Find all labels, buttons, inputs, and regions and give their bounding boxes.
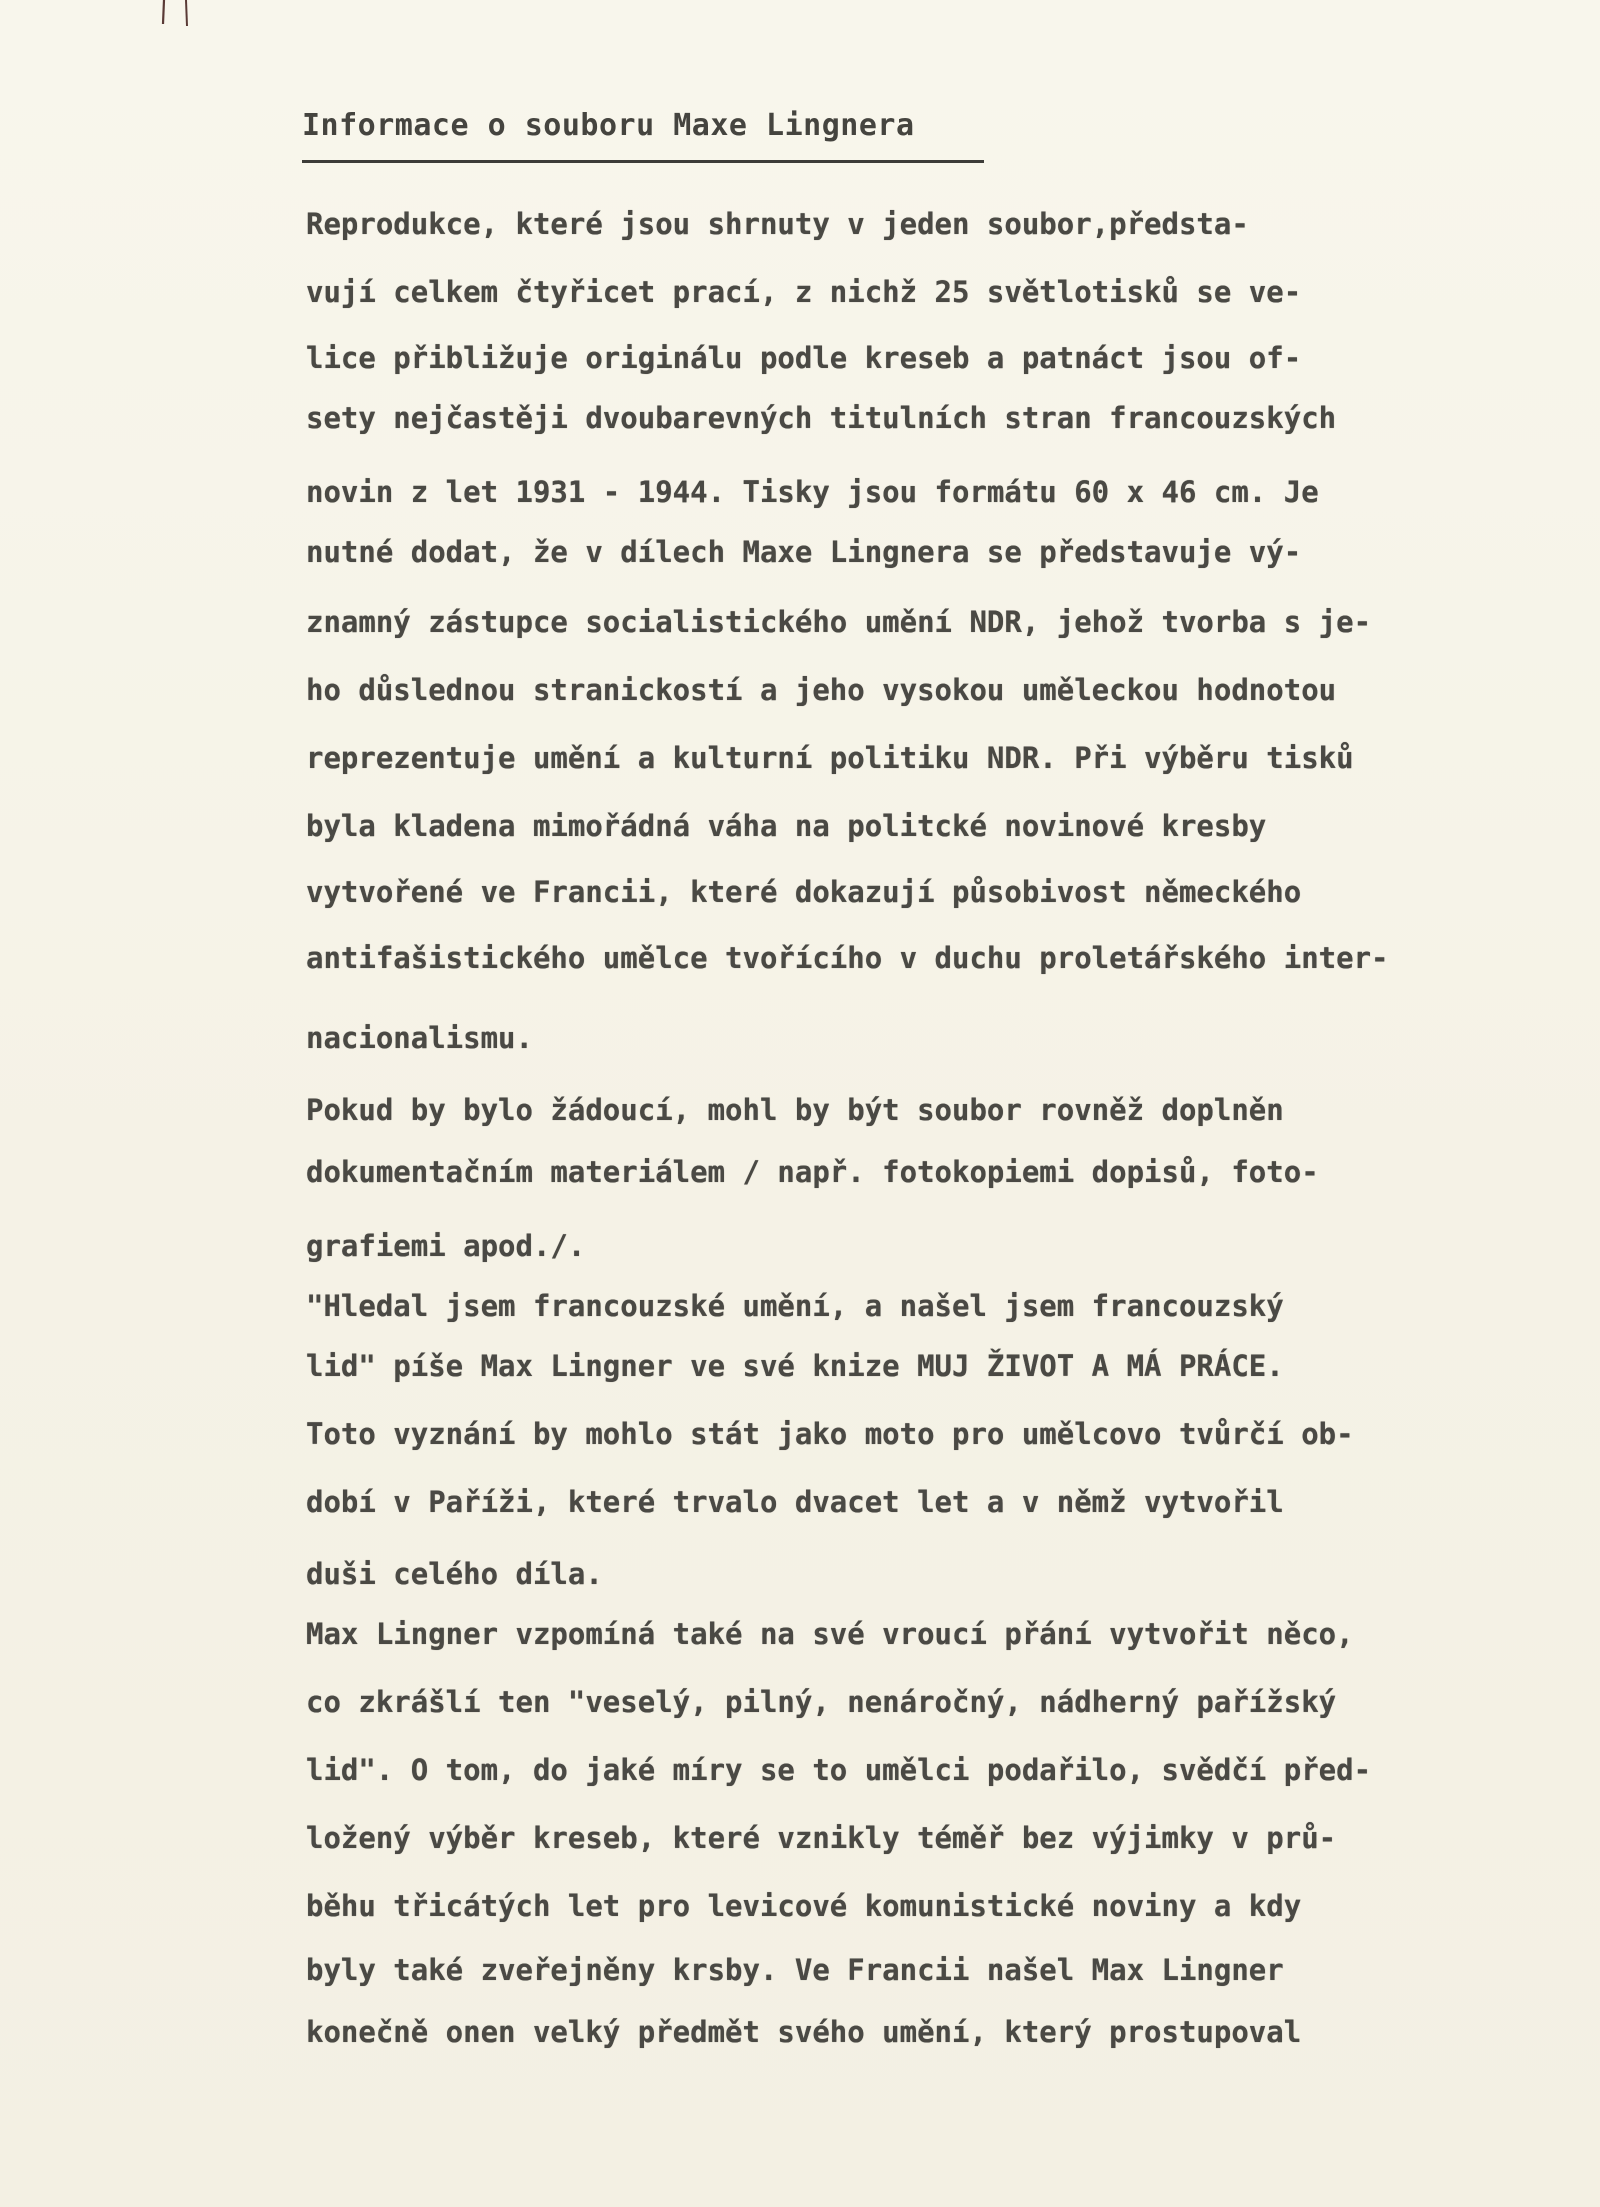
text-line: Pokud by bylo žádoucí, mohl by být soubor rovněž doplněn xyxy=(306,1093,1284,1127)
text-line: nacionalismu. xyxy=(306,1021,533,1055)
text-line: znamný zástupce socialistického umění NDR, jehož tvorba s je- xyxy=(306,605,1372,639)
text-line: ložený výběr kreseb, které vznikly téměř bez výjimky v prů- xyxy=(306,1821,1337,1855)
text-line: "Hledal jsem francouzské umění, a našel jsem francouzský xyxy=(306,1289,1284,1323)
text-line: reprezentuje umění a kulturní politiku NDR. Při výběru tisků xyxy=(306,741,1354,775)
document-title: Informace o souboru Maxe Lingnera xyxy=(302,108,915,143)
text-line: sety nejčastěji dvoubarevných titulních stran francouzských xyxy=(306,401,1337,435)
text-line: lice přibližuje originálu podle kreseb a patnáct jsou of- xyxy=(306,341,1302,375)
text-line: konečně onen velký předmět svého umění, který prostupoval xyxy=(306,2015,1302,2049)
text-line: co zkrášlí ten "veselý, pilný, nenáročný, nádherný pařížský xyxy=(306,1685,1337,1719)
text-line: novin z let 1931 - 1944. Tisky jsou formátu 60 x 46 cm. Je xyxy=(306,475,1319,509)
title-underline xyxy=(302,160,984,163)
text-line: antifašistického umělce tvořícího v duchu proletářského inter- xyxy=(306,941,1389,975)
text-line: dobí v Paříži, které trvalo dvacet let a v němž vytvořil xyxy=(306,1485,1284,1519)
text-line: dokumentačním materiálem / např. fotokopiemi dopisů, foto- xyxy=(306,1155,1319,1189)
text-line: byly také zveřejněny krsby. Ve Francii našel Max Lingner xyxy=(306,1953,1284,1987)
text-line: lid" píše Max Lingner ve své knize MUJ ŽIVOT A MÁ PRÁCE. xyxy=(306,1349,1284,1383)
text-line: vují celkem čtyřicet prací, z nichž 25 světlotisků se ve- xyxy=(306,275,1302,309)
text-line: vytvořené ve Francii, které dokazují působivost německého xyxy=(306,875,1302,909)
text-line: běhu třicátých let pro levicové komunistické noviny a kdy xyxy=(306,1889,1302,1923)
text-line: ho důslednou stranickostí a jeho vysokou uměleckou hodnotou xyxy=(306,673,1337,707)
text-line: Reprodukce, které jsou shrnuty v jeden soubor,předsta- xyxy=(306,207,1249,241)
text-line: nutné dodat, že v dílech Maxe Lingnera se představuje vý- xyxy=(306,535,1302,569)
text-line: Max Lingner vzpomíná také na své vroucí přání vytvořit něco, xyxy=(306,1617,1354,1651)
text-line: Toto vyznání by mohlo stát jako moto pro umělcovo tvůrčí ob- xyxy=(306,1417,1354,1451)
text-line: grafiemi apod./. xyxy=(306,1229,586,1263)
text-line: lid". O tom, do jaké míry se to umělci podařilo, svědčí před- xyxy=(306,1753,1372,1787)
handwritten-mark-icon xyxy=(158,0,198,28)
text-line: byla kladena mimořádná váha na politcké novinové kresby xyxy=(306,809,1267,843)
text-line: duši celého díla. xyxy=(306,1557,603,1591)
